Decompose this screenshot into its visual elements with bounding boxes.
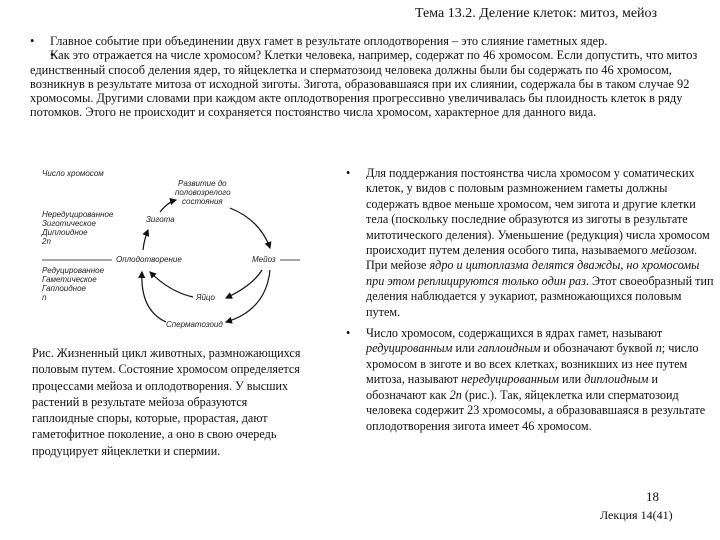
term: редуцированным: [366, 341, 453, 356]
term-meiosis: мейозом: [650, 243, 694, 258]
egg-label: Яйцо: [196, 293, 215, 302]
text: . При мейозе: [366, 243, 698, 273]
zygote-label: Зигота: [146, 215, 175, 224]
development-label-3: состояния: [182, 197, 223, 206]
term: 2n: [449, 387, 462, 402]
term: гаплоидным: [477, 341, 541, 356]
lower-label-1: Редуцированное: [42, 266, 105, 275]
term: нередуцированным: [461, 372, 559, 387]
meiosis-label: Мейоз: [252, 255, 276, 264]
text: . Этот своеобразный тип деления наблюдается у эукариот, размножающихся половым путем.: [366, 273, 714, 319]
footer-lecture: Лекция 14(41): [600, 508, 673, 522]
lower-label-4: n: [42, 293, 47, 302]
text: или: [558, 372, 585, 387]
right-column: [346, 166, 714, 440]
lower-label-3: Гаплоидное: [42, 284, 86, 293]
text: или: [452, 341, 478, 356]
text: ; число хромосом в зиготе и во всех клетках, возникших из нее путем митоза, называют: [366, 341, 699, 387]
text: Для поддержания постоянства числа хромосом у соматических клеток, у видов с половым размножением гаметы должны содержать вдвое меньше хромосом, чем зигота и другие клетки тела (поскольку последние образуются из зиготы в результате митотического деления). Уменьшение (редукция) числа хромосом происходит путем деления особого типа, называемого: [366, 166, 710, 258]
intro-text: [30, 34, 716, 120]
bullet-1: • Главное событие при объединении двух гамет в результате оплодотворения – это слияние гаметных ядер.: [30, 34, 716, 48]
upper-label-4: 2n: [42, 237, 51, 246]
development-label-1: Развитие до: [178, 179, 227, 188]
slide-title: Тема 13.2. Деление клеток: митоз, мейоз: [415, 6, 658, 21]
term: диплоидным: [584, 372, 649, 387]
text: (рис.). Так, яйцеклетка или сперматозоид человека содержит 23 хромосомы, а образовавшаяся в результате оплодотворения зигота имеет 46 хромосом.: [366, 387, 706, 433]
bullet-2: • Как это отражается на числе хромосом? Клетки человека, например, содержат по 46 хромосом. Если допустить, что митоз единственный способ деления ядер, то яйцеклетка и сперматозоид человека должны были бы содержать по 46 хромосом, возникнув в результате митоза от исходной зиготы. Зигота, образовавшаяся при их слиянии, содержала бы в таком случае 92 хромосомы. Другими словами при каждом акте оплодотворения прогрессивно увеличивалась бы плоидность клеток в ряду потомков. Этого не происходит и сохраняется постоянство числа хромосом, характерное для данного вида.: [30, 48, 716, 119]
text: и обозначают как: [366, 372, 659, 402]
paragraph-ploidy: [346, 326, 714, 434]
sperm-label: Сперматозоид: [166, 320, 223, 329]
paragraph-meiosis: [346, 166, 714, 320]
development-label-2: половозрелого: [175, 188, 231, 197]
text: и обозначают буквой: [540, 341, 656, 356]
fertilization-label: Оплодотворение: [116, 255, 182, 264]
upper-label-1: Нередуцированное: [42, 210, 114, 219]
term: n: [655, 341, 662, 356]
upper-label-2: Зиготическое: [42, 219, 96, 228]
axis-label: Число хромосом: [42, 169, 104, 178]
page-number: 18: [646, 489, 659, 504]
text: Число хромосом, содержащихся в ядрах гамет, называют: [366, 326, 663, 341]
upper-label-3: Диплоидное: [42, 228, 88, 237]
figure-caption: Рис. Жизненный цикл животных, размножающихся половым путем. Состояние хромосом определяется процессами мейоза и оплодотворения. У высших растений в результате мейоза образуются гаплоидные споры, которые, прорастая, дают гаметофитное поколение, а оно в свою очередь продуцирует яйцеклетки и спермии.: [32, 346, 301, 458]
emphasis: ядро и цитоплазма делятся дважды, но хромосомы при этом реплицируются только один раз: [366, 258, 700, 288]
lower-label-2: Гаметическое: [42, 275, 97, 284]
life-cycle-diagram: [30, 160, 340, 340]
